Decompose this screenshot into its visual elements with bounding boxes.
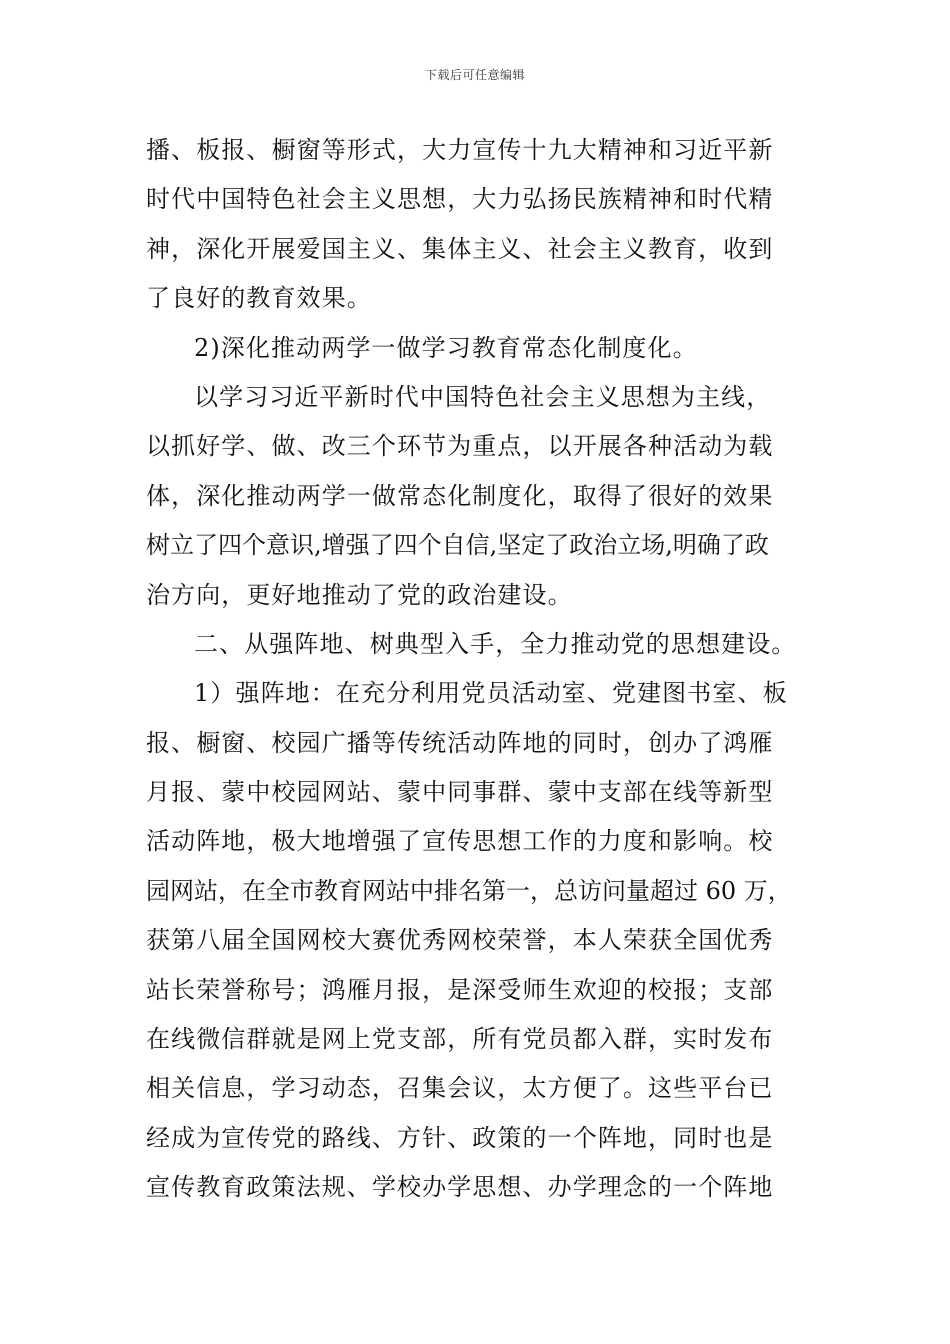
text-line: 园网站，在全市教育网站中排名第一，总访问量超过 60 万， [146,876,792,905]
text-line: 站长荣誉称号；鸿雁月报，是深受师生欢迎的校报；支部 [146,975,774,1004]
text-line: 获第八届全国网校大赛优秀网校荣誉，本人荣获全国优秀 [146,926,774,955]
text-line: 2)深化推动两学一做学习教育常态化制度化。 [194,333,698,362]
text-line: 神，深化开展爱国主义、集体主义、社会主义教育，收到 [146,234,774,263]
text-line: 月报、蒙中校园网站、蒙中同事群、蒙中支部在线等新型 [146,778,774,807]
text-line: 体，深化推动两学一做常态化制度化，取得了很好的效果 [146,481,774,510]
text-line: 相关信息，学习动态，召集会议，太方便了。这些平台已 [146,1074,774,1103]
text-line: 经成为宣传党的路线、方针、政策的一个阵地，同时也是 [146,1123,774,1152]
text-line: 治方向，更好地推动了党的政治建设。 [146,580,573,609]
text-line: 以抓好学、做、改三个环节为重点，以开展各种活动为载 [146,432,774,461]
text-line: 宣传教育政策法规、学校办学思想、办学理念的一个阵地 [146,1173,774,1202]
text-line: 了良好的教育效果。 [146,284,372,313]
text-line: 时代中国特色社会主义思想，大力弘扬民族精神和时代精 [146,185,774,214]
text-line: 报、橱窗、校园广播等传统活动阵地的同时，创办了鸿雁 [146,728,774,757]
text-line: 1）强阵地：在充分利用党员活动室、党建图书室、板 [194,679,788,708]
document-body [146,126,816,1213]
text-line: 树立了四个意识,增强了四个自信,坚定了政治立场,明确了政 [146,531,769,560]
text-line: 二、从强阵地、树典型入手，全力推动党的思想建设。 [194,629,797,658]
text-line: 以学习习近平新时代中国特色社会主义思想为主线， [194,382,772,411]
page-header: 下载后可任意编辑 [424,68,525,82]
text-line: 播、板报、橱窗等形式，大力宣传十九大精神和习近平新 [146,136,774,164]
text-line: 在线微信群就是网上党支部，所有党员都入群，实时发布 [146,1025,774,1054]
text-line: 活动阵地，极大地增强了宣传思想工作的力度和影响。校 [146,827,774,856]
